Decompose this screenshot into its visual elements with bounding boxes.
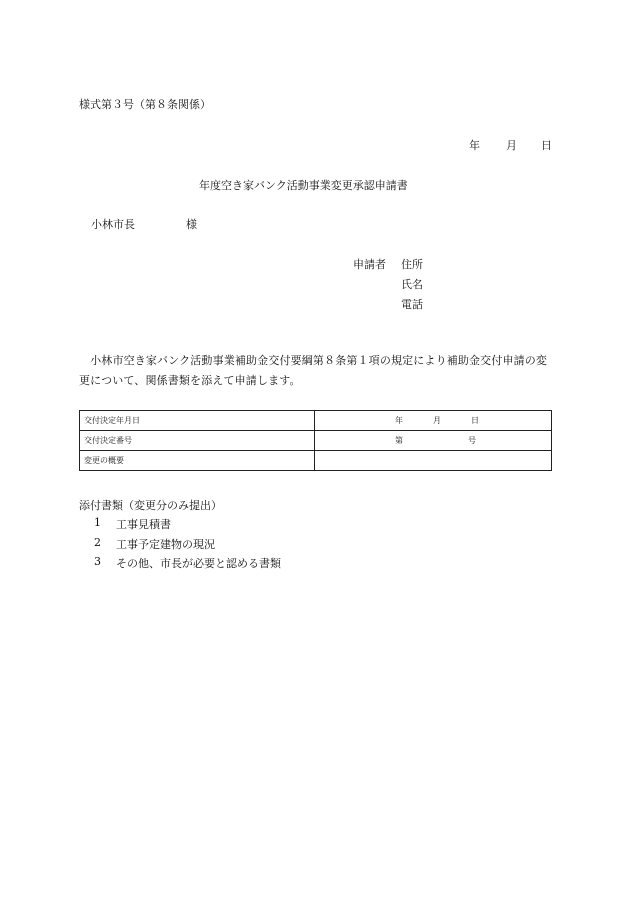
body-paragraph: 小林市空き家バンク活動事業補助金交付要綱第８条第１項の規定により補助金交付申請の変更について、関係書類を添えて申請します。: [79, 354, 548, 387]
table-value-change-summary[interactable]: [315, 451, 552, 471]
applicant-phone-label: 電話: [401, 298, 423, 311]
applicant-name-label: 氏名: [401, 278, 423, 291]
table-row: [80, 411, 552, 431]
decision-day-label: 日: [471, 416, 479, 425]
table-label-change-summary: 変更の概要: [80, 451, 315, 471]
document-title: 年度空き家バンク活動事業変更承認申請書: [199, 179, 408, 192]
decision-number-prefix: 第: [395, 436, 403, 445]
table-value-decision-date[interactable]: [315, 411, 552, 431]
table-row: [80, 431, 552, 451]
table-label-decision-date: 交付決定年月日: [80, 411, 315, 431]
applicant-address-label: 住所: [401, 258, 423, 271]
attachment-item-number: 2: [94, 536, 101, 549]
date-month-label: 月: [506, 139, 517, 152]
application-info-table: [79, 410, 552, 471]
attachment-item-text: 工事見積書: [116, 518, 171, 531]
applicant-label: 申請者: [353, 258, 386, 271]
date-day-label: 日: [541, 139, 552, 152]
form-number: 様式第３号（第８条関係）: [79, 98, 211, 111]
decision-month-label: 月: [433, 416, 441, 425]
attachment-item-number: 1: [94, 516, 101, 529]
table-row: [80, 451, 552, 471]
addressee-honorific: 様: [186, 218, 197, 231]
attachments-heading: 添付書類（変更分のみ提出）: [79, 499, 222, 512]
decision-number-suffix: 号: [468, 436, 476, 445]
addressee-name: 小林市長: [91, 218, 135, 231]
attachment-item-text: その他、市長が必要と認める書類: [116, 557, 281, 570]
attachment-item-number: 3: [94, 555, 101, 568]
attachment-item-text: 工事予定建物の現況: [116, 538, 215, 551]
date-year-label: 年: [469, 139, 480, 152]
table-value-decision-number[interactable]: [315, 431, 552, 451]
decision-year-label: 年: [395, 416, 403, 425]
table-label-decision-number: 交付決定番号: [80, 431, 315, 451]
